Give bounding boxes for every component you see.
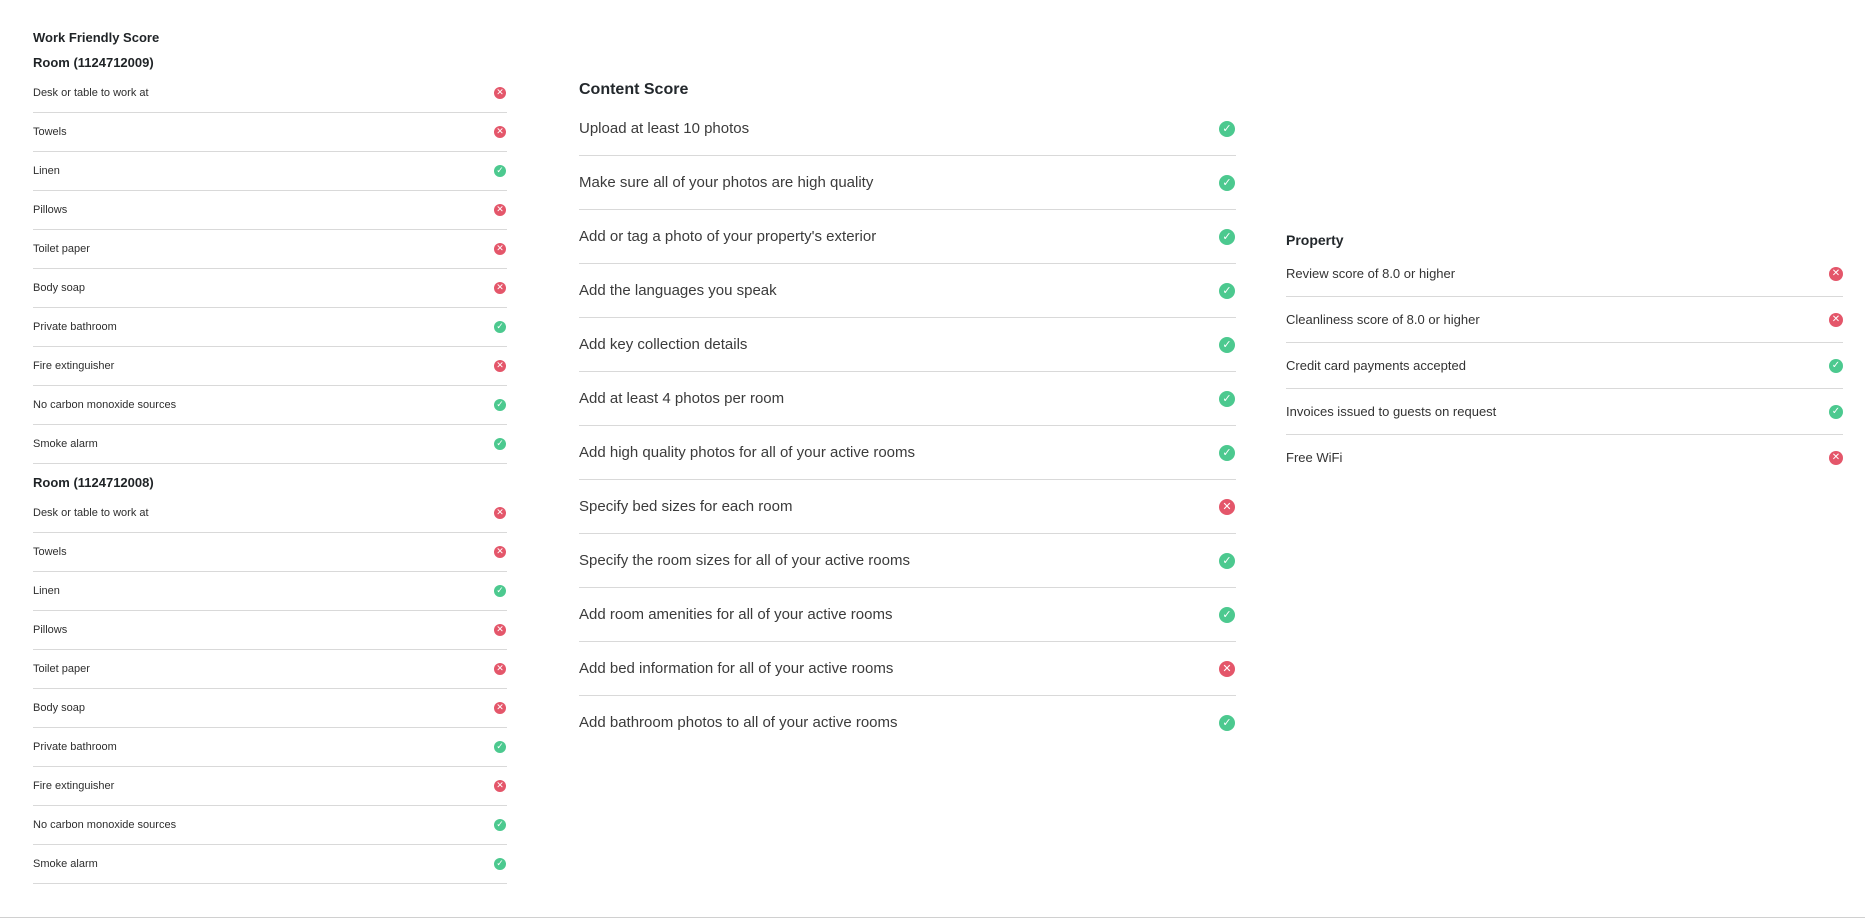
room-block (33, 472, 507, 884)
x-circle-icon (494, 204, 506, 216)
checklist-row (33, 269, 507, 308)
property-list (1286, 251, 1843, 480)
checklist-label: Private bathroom (33, 741, 117, 753)
checklist-row (579, 372, 1236, 426)
checklist-row (33, 113, 507, 152)
check-circle-icon (494, 819, 506, 831)
checklist-row (33, 806, 507, 845)
check-circle-icon (1219, 121, 1235, 137)
checklist-label: Toilet paper (33, 663, 90, 675)
checklist-row (33, 689, 507, 728)
checklist-label: Body soap (33, 702, 85, 714)
checklist-label: Desk or table to work at (33, 87, 149, 99)
check-circle-icon (1219, 607, 1235, 623)
checklist-label: Credit card payments accepted (1286, 358, 1466, 373)
checklist-label: Free WiFi (1286, 450, 1343, 465)
x-circle-icon (494, 780, 506, 792)
content-score-title: Content Score (579, 81, 689, 98)
content-score-section (579, 78, 1236, 749)
checklist-label: Fire extinguisher (33, 360, 115, 372)
checklist-label: No carbon monoxide sources (33, 819, 177, 831)
room-title: Room (1124712009) (33, 55, 154, 70)
checklist-row (579, 318, 1236, 372)
work-friendly-section (33, 26, 507, 884)
check-circle-icon (494, 585, 506, 597)
property-title: Property (1286, 232, 1344, 248)
checklist-row (1286, 435, 1843, 480)
x-circle-icon (1829, 451, 1843, 465)
x-circle-icon (494, 360, 506, 372)
checklist-label: Towels (33, 126, 67, 138)
checklist-label: Towels (33, 546, 67, 558)
checklist-label: No carbon monoxide sources (33, 399, 177, 411)
checklist-label: Add bed information for all of your active rooms (579, 660, 894, 677)
checklist-row (33, 191, 507, 230)
x-circle-icon (494, 663, 506, 675)
x-circle-icon (494, 624, 506, 636)
checklist-label: Add room amenities for all of your active rooms (579, 606, 893, 623)
x-circle-icon (494, 87, 506, 99)
checklist-label: Add at least 4 photos per room (579, 390, 785, 407)
checklist-row (33, 308, 507, 347)
checklist-label: Toilet paper (33, 243, 90, 255)
checklist-row (579, 696, 1236, 749)
checklist-label: Linen (33, 585, 60, 597)
checklist-row (33, 425, 507, 464)
checklist-row (579, 534, 1236, 588)
check-circle-icon (1219, 391, 1235, 407)
checklist-row (579, 642, 1236, 696)
checklist-label: Private bathroom (33, 321, 117, 333)
x-circle-icon (494, 507, 506, 519)
checklist-label: Add the languages you speak (579, 282, 777, 299)
x-circle-icon (494, 243, 506, 255)
checklist-row (33, 494, 507, 533)
checklist-label: Add bathroom photos to all of your active rooms (579, 714, 898, 731)
checklist-label: Make sure all of your photos are high quality (579, 174, 874, 191)
checklist-row (579, 210, 1236, 264)
checklist-row (579, 102, 1236, 156)
x-circle-icon (494, 126, 506, 138)
check-circle-icon (1829, 359, 1843, 373)
checklist-row (33, 572, 507, 611)
x-circle-icon (494, 546, 506, 558)
checklist-label: Specify bed sizes for each room (579, 498, 793, 515)
x-circle-icon (494, 702, 506, 714)
checklist-label: Add or tag a photo of your property's exterior (579, 228, 877, 245)
x-circle-icon (1219, 499, 1235, 515)
room-title: Room (1124712008) (33, 475, 154, 490)
checklist-label: Fire extinguisher (33, 780, 115, 792)
check-circle-icon (494, 438, 506, 450)
checklist-row (579, 264, 1236, 318)
x-circle-icon (1829, 313, 1843, 327)
rooms-container (33, 52, 507, 884)
content-score-list (579, 102, 1236, 749)
check-circle-icon (1219, 229, 1235, 245)
checklist-label: Cleanliness score of 8.0 or higher (1286, 312, 1480, 327)
checklist-label: Invoices issued to guests on request (1286, 404, 1497, 419)
x-circle-icon (1219, 661, 1235, 677)
checklist-row (1286, 389, 1843, 435)
checklist-row (1286, 343, 1843, 389)
bottom-divider (0, 917, 1865, 918)
checklist-row (33, 347, 507, 386)
checklist-label: Pillows (33, 624, 68, 636)
checklist-label: Smoke alarm (33, 438, 98, 450)
check-circle-icon (1219, 283, 1235, 299)
checklist-label: Upload at least 10 photos (579, 120, 750, 137)
check-circle-icon (1219, 175, 1235, 191)
checklist-row (579, 426, 1236, 480)
checklist-row (579, 588, 1236, 642)
check-circle-icon (494, 858, 506, 870)
check-circle-icon (494, 321, 506, 333)
checklist-row (33, 728, 507, 767)
check-circle-icon (1219, 715, 1235, 731)
checklist-label: Pillows (33, 204, 68, 216)
checklist-label: Body soap (33, 282, 85, 294)
checklist-row (579, 156, 1236, 210)
check-circle-icon (1219, 445, 1235, 461)
x-circle-icon (1829, 267, 1843, 281)
checklist-row (33, 230, 507, 269)
checklist-row (33, 767, 507, 806)
checklist-row (33, 74, 507, 113)
checklist-label: Smoke alarm (33, 858, 98, 870)
checklist-row (33, 533, 507, 572)
checklist-row (33, 845, 507, 884)
check-circle-icon (1829, 405, 1843, 419)
checklist-label: Desk or table to work at (33, 507, 149, 519)
checklist-row (1286, 297, 1843, 343)
check-circle-icon (494, 165, 506, 177)
x-circle-icon (494, 282, 506, 294)
checklist-row (33, 611, 507, 650)
work-friendly-title: Work Friendly Score (33, 30, 160, 45)
checklist-row (33, 650, 507, 689)
checklist-row (579, 480, 1236, 534)
checklist-label: Review score of 8.0 or higher (1286, 266, 1456, 281)
check-circle-icon (494, 399, 506, 411)
checklist-row (33, 386, 507, 425)
checklist-label: Add high quality photos for all of your active rooms (579, 444, 916, 461)
checklist-label: Linen (33, 165, 60, 177)
checklist-row (33, 152, 507, 191)
room-block (33, 52, 507, 464)
check-circle-icon (1219, 553, 1235, 569)
check-circle-icon (1219, 337, 1235, 353)
checklist-label: Specify the room sizes for all of your active rooms (579, 552, 910, 569)
property-section (1286, 229, 1843, 480)
checklist-label: Add key collection details (579, 336, 748, 353)
check-circle-icon (494, 741, 506, 753)
checklist-row (1286, 251, 1843, 297)
